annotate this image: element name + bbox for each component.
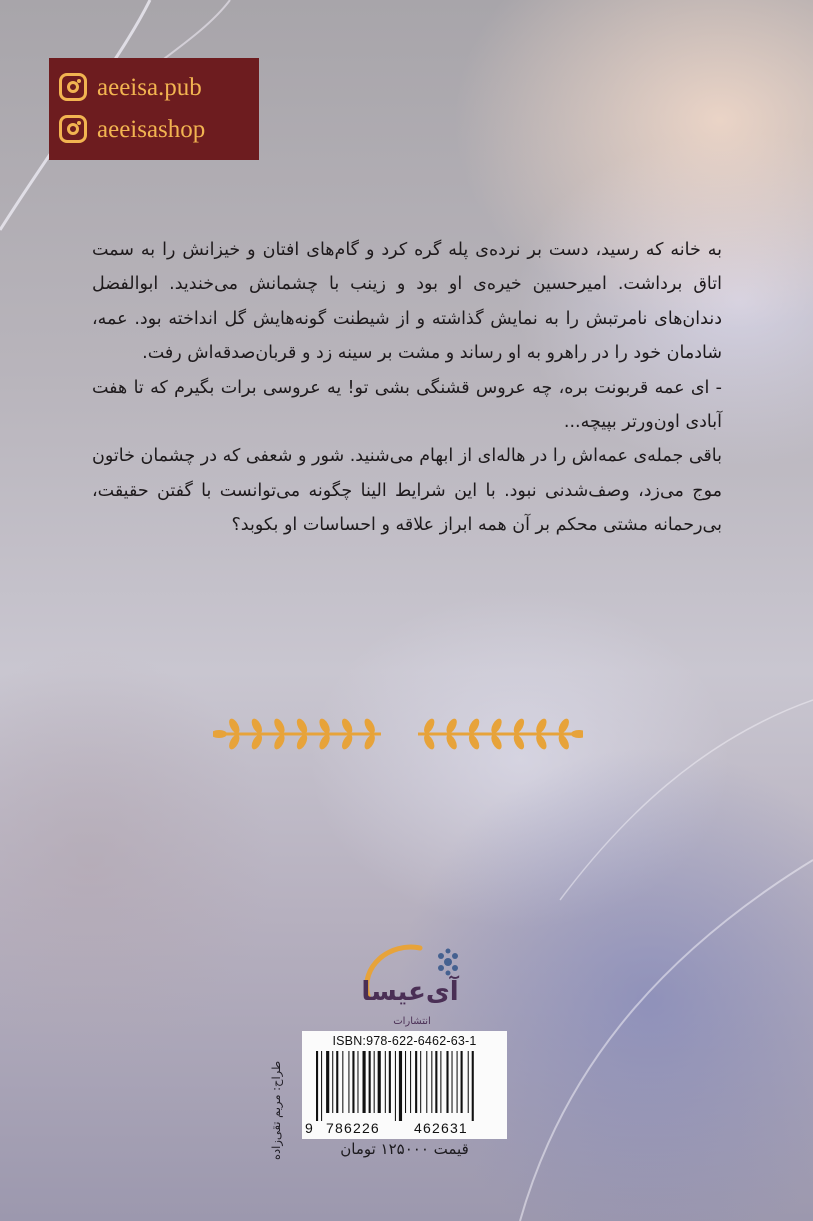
social-handles-box (49, 58, 259, 160)
blurb-paragraph: به خانه که رسید، دست بر نرده‌ی پله گره کرد و گام‌های افتان و خیزانش را به سمت اتاق برداشت. امیرحسین خیره‌ی او بود و زینب با چشمانش می‌خندید. ابوالفضل دندان‌های نامرتبش را به نمایش گذاشته و از شیطنت گونه‌هایش گل انداخته بود. عمه، شادمان خود را در راهرو به او رساند و مشت بر سینه زد و قربان‌صدقه‌اش رفت. (92, 240, 722, 364)
laurel-branch-icon (213, 712, 583, 756)
blurb-paragraph: باقی جمله‌ی عمه‌اش را در هاله‌ای از ابهام می‌شنید. شور و شعفی که در چشمان خاتون موج می‌زد، وصف‌شدنی نبود. با این شرایط الینا چگونه می‌توانست با گفتن حقیقت، بی‌رحمانه مشتی محکم بر آن همه ابراز علاقه و احساسات او بکوبد؟ (92, 446, 722, 536)
social-row-shop[interactable] (59, 108, 259, 150)
publisher-logo-icon (350, 938, 470, 1033)
instagram-icon (59, 115, 87, 143)
barcode-box (302, 1031, 507, 1139)
social-row-pub[interactable] (59, 66, 259, 108)
instagram-handle: aeeisashop (97, 115, 206, 143)
publisher-logo-subtext: انتشارات (393, 1016, 431, 1027)
instagram-handle: aeeisa.pub (97, 73, 202, 101)
isbn-label: ISBN:978-622-6462-63-1 (332, 1034, 477, 1048)
blurb-paragraph: - ای عمه قربونت بره، چه عروس قشنگی بشی تو! یه عروسی برات بگیرم که تا هفت آبادی اون‌ورتر بپیچه... (92, 377, 722, 433)
designer-credit: طراح: مریم تقی‌زاده (269, 1060, 283, 1160)
price-label: قیمت ۱۲۵۰۰۰ تومان (340, 1140, 469, 1158)
instagram-icon (59, 73, 87, 101)
publisher-logo-text: آی‌عیسا (361, 977, 459, 1007)
back-cover-blurb (92, 233, 722, 543)
barcode-digits-right: 462631 (414, 1120, 468, 1136)
barcode (316, 1051, 502, 1121)
barcode-digit-left: 9 (305, 1120, 314, 1136)
barcode-digits-mid: 786226 (326, 1120, 380, 1136)
